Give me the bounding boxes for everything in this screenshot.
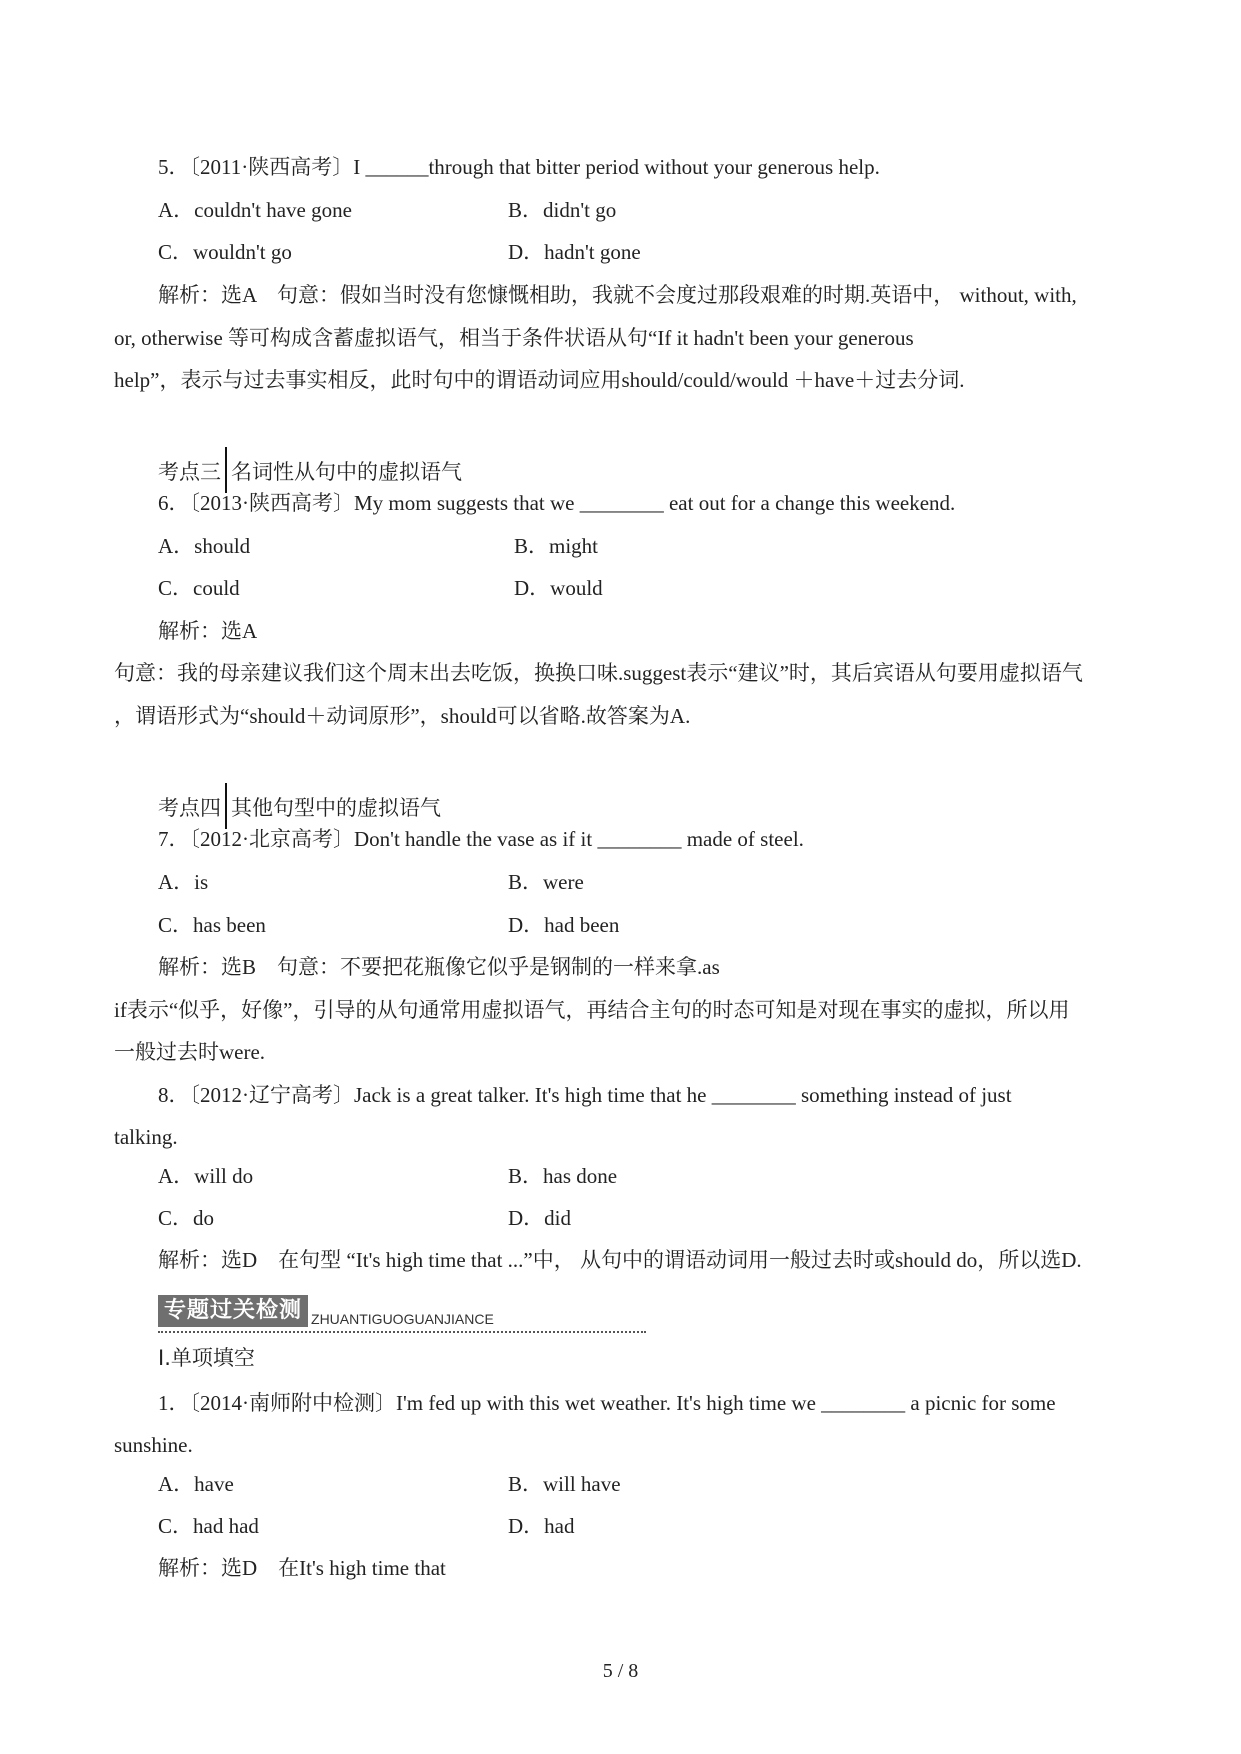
section-title: 其他句型中的虚拟语气	[231, 796, 441, 820]
q7-analysis: 解析：选B 句意：不要把花瓶像它似乎是钢制的一样来拿.as	[158, 955, 720, 979]
banner-dotted-rule	[158, 1331, 646, 1333]
q6-option-a: A．should	[158, 534, 251, 558]
p1-stem: 1．〔2014·南师附中检测〕I'm fed up with this wet weather. It's high time we ________ a picnic for some	[158, 1391, 1056, 1415]
q5-analysis-cont-2: help”，表示与过去事实相反，此时句中的谓语动词应用should/could/would ＋have＋过去分词.	[114, 368, 965, 392]
q7-option-c: C．has been	[158, 913, 266, 937]
page-number: 5 / 8	[602, 1660, 639, 1682]
p1-option-a: A．have	[158, 1472, 234, 1496]
banner-title: 专题过关检测	[158, 1295, 308, 1327]
q7-stem: 7．〔2012·北京高考〕Don't handle the vase as if it ________ made of steel.	[158, 827, 804, 851]
section-divider	[225, 783, 227, 829]
p1-stem-cont: sunshine.	[114, 1433, 193, 1457]
q5-analysis-cont: or, otherwise 等可构成含蓄虚拟语气，相当于条件状语从句“If it hadn't been your generous	[114, 326, 914, 350]
q8-option-c: C．do	[158, 1206, 215, 1230]
q8-stem: 8．〔2012·辽宁高考〕Jack is a great talker. It's high time that he ________ something instead of just	[158, 1083, 1012, 1107]
q5-option-d: D．hadn't gone	[508, 240, 641, 264]
q8-stem-cont: talking.	[114, 1125, 178, 1149]
section-banner	[158, 1295, 494, 1327]
q6-analysis: 解析：选A	[158, 619, 258, 643]
section-heading-4	[158, 783, 441, 829]
p1-analysis: 解析：选D 在It's high time that	[158, 1556, 446, 1580]
q6-stem: 6．〔2013·陕西高考〕My mom suggests that we ________ eat out for a change this weekend.	[158, 491, 956, 515]
q7-analysis-cont-2: 一般过去时were.	[114, 1040, 266, 1064]
q5-option-a: A．couldn't have gone	[158, 198, 352, 222]
part-title: Ⅰ.单项填空	[158, 1346, 255, 1370]
q6-analysis-cont-2: ，谓语形式为“should＋动词原形”，should可以省略.故答案为A.	[114, 704, 691, 728]
q7-option-a: A．is	[158, 870, 209, 894]
q6-analysis-cont: 句意：我的母亲建议我们这个周末出去吃饭，换换口味.suggest表示“建议”时，其后宾语从句要用虚拟语气	[114, 661, 1083, 685]
q5-stem: 5．〔2011·陕西高考〕I ______through that bitter period without your generous help.	[158, 155, 880, 179]
section-heading-3	[158, 447, 462, 493]
section-label: 考点三	[158, 460, 221, 484]
q7-option-b: B．were	[508, 870, 584, 894]
p1-option-c: C．had had	[158, 1514, 259, 1538]
q8-option-a: A．will do	[158, 1164, 254, 1188]
section-label: 考点四	[158, 796, 221, 820]
banner-pinyin: ZHUANTIGUOGUANJIANCE	[311, 1311, 494, 1327]
q8-option-d: D．did	[508, 1206, 571, 1230]
q6-option-d: D．would	[514, 576, 603, 600]
q6-option-c: C．could	[158, 576, 240, 600]
q6-option-b: B．might	[514, 534, 599, 558]
p1-option-d: D．had	[508, 1514, 575, 1538]
q8-analysis: 解析：选D 在句型 “It's high time that ...”中， 从句中的谓语动词用一般过去时或should do，所以选D.	[158, 1248, 1082, 1272]
q7-analysis-cont: if表示“似乎，好像”，引导的从句通常用虚拟语气，再结合主句的时态可知是对现在事实的虚拟，所以用	[114, 998, 1070, 1022]
section-title: 名词性从句中的虚拟语气	[231, 460, 462, 484]
q8-option-b: B．has done	[508, 1164, 618, 1188]
q5-option-c: C．wouldn't go	[158, 240, 292, 264]
p1-option-b: B．will have	[508, 1472, 621, 1496]
section-divider	[225, 447, 227, 493]
q7-option-d: D．had been	[508, 913, 620, 937]
q5-option-b: B．didn't go	[508, 198, 617, 222]
q5-analysis: 解析：选A 句意：假如当时没有您慷慨相助，我就不会度过那段艰难的时期.英语中， without, with,	[158, 283, 1077, 307]
